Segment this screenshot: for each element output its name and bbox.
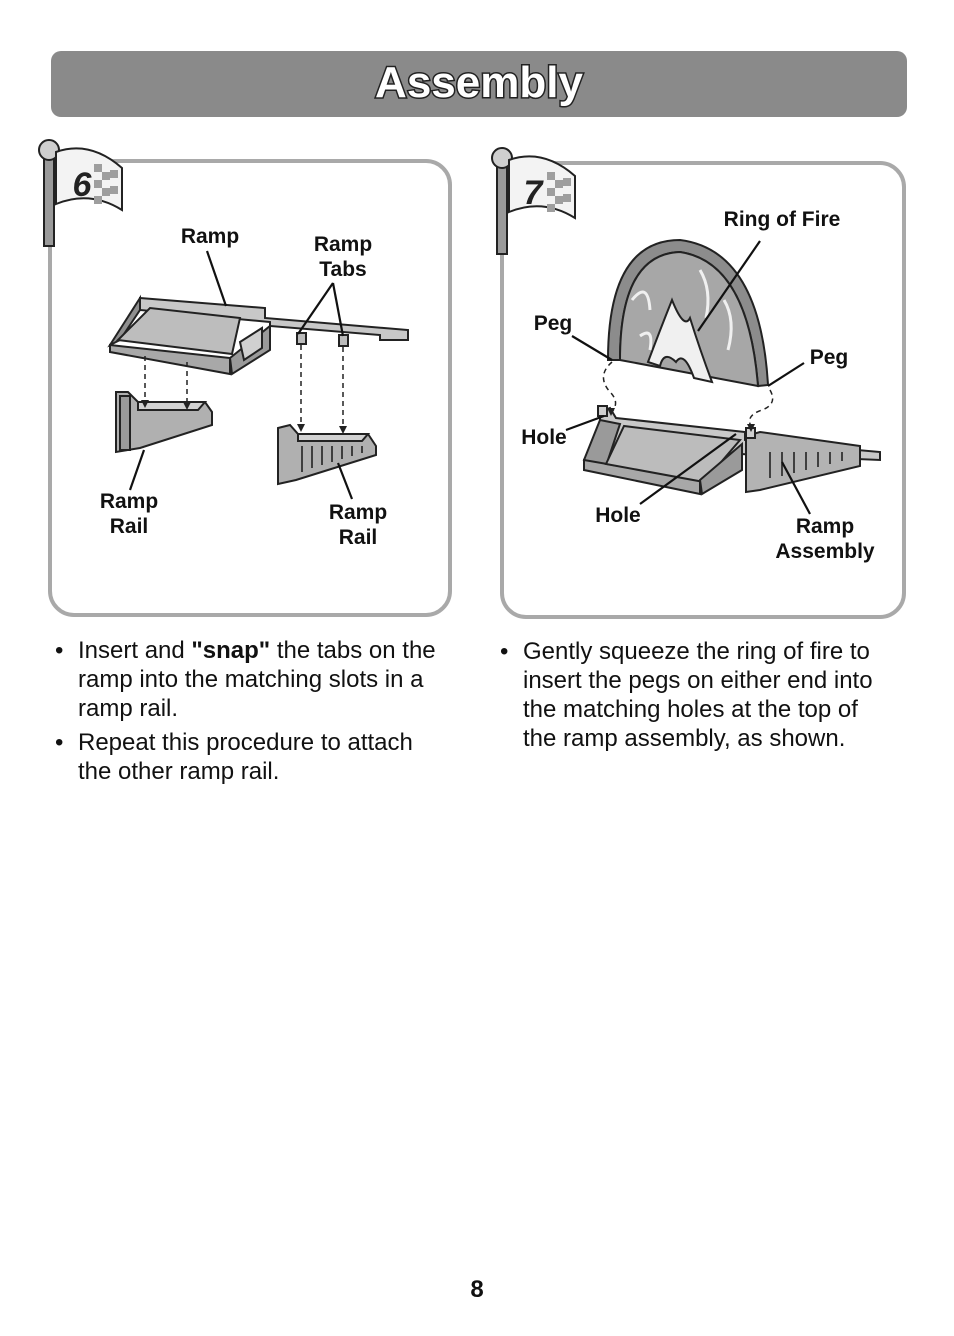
ramp-tabs-label-line1: Ramp (313, 233, 373, 256)
hole-bottom-label-text: Hole (595, 504, 641, 527)
ramp-assembly-label-line1: Ramp (795, 515, 855, 538)
ramp-rail-right-line2: Rail (338, 526, 378, 549)
step-6-bullet-1 (51, 636, 443, 723)
step-7-bullet-1 (496, 637, 888, 753)
hole-left-label (512, 425, 576, 450)
step-7-instructions (496, 637, 888, 758)
ring-of-fire-label (708, 207, 856, 232)
ring-of-fire-label-text: Ring of Fire (723, 208, 841, 231)
step-6-instructions (51, 636, 443, 791)
step-7-number: 7 (523, 174, 543, 212)
ramp-assembly-illustration (584, 406, 880, 494)
step-7-bullet-1-text: Gently squeeze the ring of fire to insert the pegs on either end into the matching holes at the top of the ramp assembly, as shown. (523, 638, 873, 752)
step-6-number: 6 (72, 166, 92, 204)
ramp-assembly-label (764, 514, 886, 564)
peg-right-label-text: Peg (809, 346, 849, 369)
ramp-label-text: Ramp (180, 225, 240, 248)
ring-of-fire-illustration (608, 240, 768, 386)
step-7-flag-icon (492, 148, 575, 254)
step-6-bullet-1-post: the tabs on the ramp into the matching slots in a ramp rail. (78, 637, 436, 722)
peg-left-label (524, 311, 582, 336)
hole-left-label-text: Hole (521, 426, 567, 449)
ramp-assembly-label-line2: Assembly (775, 540, 875, 563)
page-number: 8 (470, 1276, 484, 1303)
snap-emphasis: "snap" (191, 637, 271, 664)
page-title: Assembly (375, 58, 583, 107)
peg-left-label-text: Peg (533, 312, 573, 335)
ramp-rail-left-line1: Ramp (99, 490, 159, 513)
step-6-bullet-1-pre: Insert and (78, 637, 192, 664)
step-6-bullet-2-text: Repeat this procedure to attach the other ramp rail. (78, 729, 413, 785)
ramp-rail-left-line2: Rail (109, 515, 149, 538)
step-6-bullet-2 (51, 728, 443, 786)
hole-bottom-label (586, 503, 650, 528)
peg-right-label (800, 345, 858, 370)
ramp-tabs-label-line2: Tabs (319, 258, 367, 281)
ramp-rail-right-line1: Ramp (328, 501, 388, 524)
